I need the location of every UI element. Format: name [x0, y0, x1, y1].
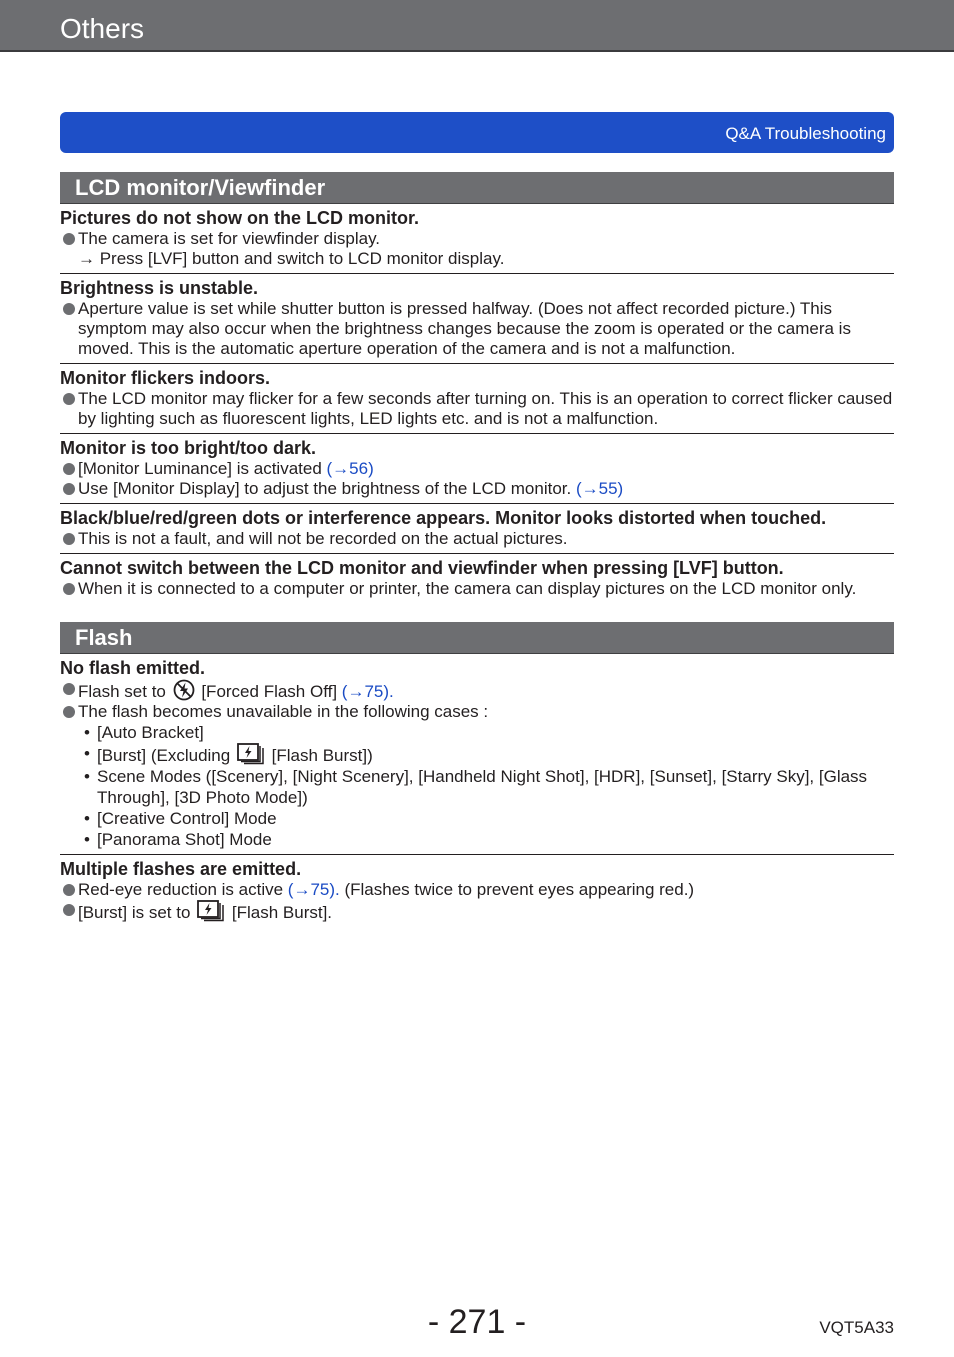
flash-burst-icon	[237, 743, 265, 765]
sub-item: • [Auto Bracket]	[84, 723, 204, 742]
main-content	[60, 172, 894, 923]
qa-block	[60, 368, 894, 434]
page-number: - 271 -	[427, 1303, 527, 1341]
answer-item: When it is connected to a computer or printer, the camera can display pictures on the LCD monitor only.	[60, 579, 894, 599]
answer-item: This is not a fault, and will not be recorded on the actual pictures.	[60, 529, 894, 549]
bullet-icon	[63, 483, 75, 495]
qa-block	[60, 658, 894, 855]
sub-item: • [Panorama Shot] Mode	[84, 830, 272, 849]
question-title: Pictures do not show on the LCD monitor.	[60, 208, 419, 228]
bullet-icon	[63, 683, 75, 695]
header-title: Others	[60, 13, 145, 44]
answer-item: Aperture value is set while shutter button is pressed halfway. (Does not affect recorded picture.) This symptom may also occur when the brightness changes because the zoom is operated or the camera is moved. This is the automatic aperture operation of the camera and is not a malfunction.	[60, 299, 894, 359]
question-title: Multiple flashes are emitted.	[60, 859, 302, 879]
answer-item: [Monitor Luminance] is activated (→56)	[60, 459, 894, 479]
answer-item: The LCD monitor may flicker for a few seconds after turning on. This is an operation to correct flicker caused by lighting such as fluorescent lights, LED lights etc. and is not a malfunction.	[60, 389, 894, 429]
bullet-icon	[63, 463, 75, 475]
page-link[interactable]: (→55)	[575, 479, 624, 498]
qa-block	[60, 278, 894, 364]
section-heading-lcd: LCD monitor/Viewfinder	[60, 172, 894, 204]
bullet-icon	[63, 904, 75, 916]
question-title: Brightness is unstable.	[60, 278, 259, 298]
qa-block	[60, 508, 894, 554]
model-code: VQT5A33	[819, 1318, 894, 1337]
breadcrumb[interactable]: Q&A Troubleshooting	[725, 124, 886, 143]
question-title: Black/blue/red/green dots or interference appears. Monitor looks distorted when touched.	[60, 508, 827, 528]
answer-item: Flash set to [Forced Flash Off] (→75).	[60, 679, 894, 702]
breadcrumb-bar	[60, 112, 894, 153]
section-heading-flash: Flash	[60, 622, 894, 654]
answer-item: Use [Monitor Display] to adjust the brightness of the LCD monitor. (→55)	[60, 479, 894, 499]
bullet-icon	[63, 884, 75, 896]
page-link[interactable]: (→75).	[341, 682, 394, 701]
question-title: No flash emitted.	[60, 658, 206, 678]
bullet-icon	[63, 533, 75, 545]
sub-item: • [Burst] (Excluding [Flash Burst])	[84, 744, 373, 765]
qa-block	[60, 208, 894, 274]
bullet-icon	[63, 583, 75, 595]
question-title: Monitor flickers indoors.	[60, 368, 271, 388]
qa-block	[60, 438, 894, 504]
flash-off-icon	[173, 679, 195, 701]
sub-item: • [Creative Control] Mode	[84, 809, 277, 828]
bullet-icon	[63, 303, 75, 315]
bullet-icon	[63, 706, 75, 718]
bullet-icon	[63, 233, 75, 245]
flash-burst-icon	[197, 900, 225, 922]
header-bar	[0, 0, 954, 52]
page-link[interactable]: (→75).	[287, 880, 340, 899]
page-link[interactable]: (→56)	[326, 459, 374, 478]
bullet-icon	[63, 393, 75, 405]
qa-block	[60, 558, 894, 599]
answer-item: Red-eye reduction is active (→75). (Flashes twice to prevent eyes appearing red.)	[60, 880, 894, 900]
question-title: Cannot switch between the LCD monitor and viewfinder when pressing [LVF] button.	[60, 558, 784, 578]
answer-item: [Burst] is set to [Flash Burst].	[60, 900, 894, 923]
sub-item: • Scene Modes ([Scenery], [Night Scenery], [Handheld Night Shot], [HDR], [Sunset], [Starry Sky], [Glass Through], [3D Photo Mode])	[84, 767, 868, 807]
answer-item: The flash becomes unavailable in the following cases :	[60, 702, 894, 722]
qa-block	[60, 859, 894, 923]
answer-item: The camera is set for viewfinder display. → Press [LVF] button and switch to LCD monitor display.	[60, 229, 894, 269]
question-title: Monitor is too bright/too dark.	[60, 438, 316, 458]
